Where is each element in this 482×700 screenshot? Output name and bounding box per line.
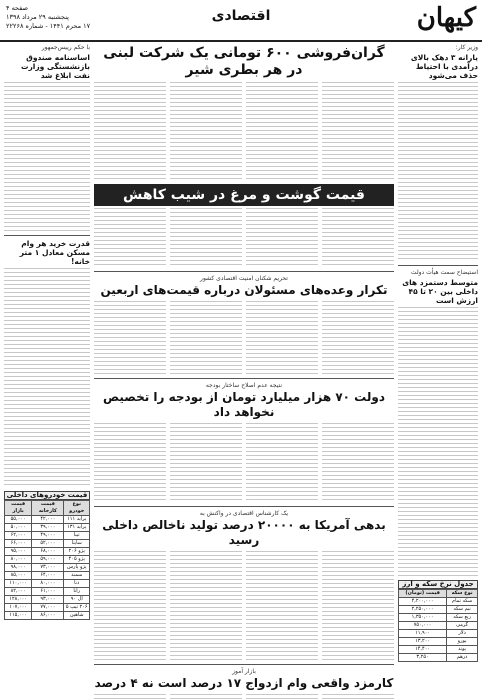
table-cell: ۳۹,۰۰۰ — [32, 524, 64, 532]
table-row — [5, 572, 90, 580]
table-cell: ۹۳,۰۰۰ — [32, 596, 64, 604]
divider — [94, 271, 394, 272]
issue-line: ۱۷ محرم ۱۴۴۱ - شماره ۲۲۲۶۸ — [6, 22, 91, 30]
article-column — [322, 208, 394, 268]
table-cell: یورو — [447, 638, 478, 646]
article-column — [322, 301, 394, 375]
table-cell: ۱۲۸,۰۰۰ — [5, 596, 32, 604]
table-row — [399, 654, 478, 662]
table-cell: درهم — [447, 654, 478, 662]
article-column — [322, 551, 394, 661]
article-column — [170, 301, 242, 375]
table-cell: ۵۹,۰۰۰ — [32, 556, 64, 564]
table-cell: ۶۴,۰۰۰ — [32, 572, 64, 580]
article-column — [322, 82, 394, 182]
table-row — [399, 646, 478, 654]
table-cell: ۶۲,۰۰۰ — [5, 532, 32, 540]
table-header: قیمت کارخانه — [32, 501, 64, 516]
article-5 — [94, 694, 394, 700]
table-cell: ۲,۲۵۰,۰۰۰ — [399, 606, 447, 614]
currency-table — [398, 589, 478, 662]
article-column — [94, 301, 166, 375]
table-cell: ۱۳,۲۰۰ — [399, 638, 447, 646]
table-row — [5, 516, 90, 524]
table-cell: ۶۱,۰۰۰ — [32, 588, 64, 596]
table-cell: پوند — [447, 646, 478, 654]
table-cell: ۷۵۰,۰۰۰ — [399, 622, 447, 630]
table-cell: دلار — [447, 630, 478, 638]
table-cell: ۹۸,۰۰۰ — [5, 564, 32, 572]
table-cell: شاهین — [64, 612, 90, 620]
table-cell: ۴۲,۰۰۰ — [32, 516, 64, 524]
table-cell: پژو ۲۰۶ — [64, 548, 90, 556]
table-row — [399, 614, 478, 622]
table-cell: ۹۵,۰۰۰ — [5, 548, 32, 556]
article-column — [94, 694, 166, 700]
table-row — [5, 524, 90, 532]
table-row — [5, 596, 90, 604]
banner-article — [94, 208, 394, 268]
table-row — [5, 612, 90, 620]
table-cell: ۶۸,۰۰۰ — [32, 548, 64, 556]
table-cell: ۸۲,۰۰۰ — [5, 588, 32, 596]
table-row — [5, 604, 90, 612]
table-row — [399, 598, 478, 606]
masthead — [0, 0, 482, 42]
table-cell: ۷۳,۰۰۰ — [32, 564, 64, 572]
headline-5: کارمزد واقعی وام ازدواج ۱۷ درصد است نه ۴ درصد — [94, 676, 394, 690]
table-row — [5, 532, 90, 540]
table-cell: نیم سکه — [447, 606, 478, 614]
table-cell: گرمی — [447, 622, 478, 630]
table-cell: ۵۲,۰۰۰ — [32, 540, 64, 548]
kicker-2: تحریم شکنان امنیت اقتصادی کشور — [200, 275, 288, 282]
lead-headline: گران‌فروشی ۶۰۰ تومانی یک شرکت لبنی در هر بطری شیر — [103, 45, 385, 78]
right-kicker: وزیر کار: — [455, 44, 478, 51]
currency-table-title: جدول نرخ سکه و ارز — [398, 580, 478, 589]
divider — [94, 664, 394, 665]
table-row — [5, 580, 90, 588]
left-kicker: با حکم رییس‌جمهور — [41, 44, 90, 51]
left-article-body-2 — [4, 268, 90, 488]
right-article-body — [398, 82, 478, 262]
right-subhead: استیضاح سمت هیأت دولت — [410, 269, 478, 276]
table-cell: ربع سکه — [447, 614, 478, 622]
table-cell: ۶۶,۰۰۰ — [5, 540, 32, 548]
article-column — [170, 423, 242, 503]
table-header: قیمت بازار — [5, 501, 32, 516]
article-column — [246, 551, 318, 661]
article-column — [170, 208, 242, 268]
article-column — [246, 423, 318, 503]
center-area — [94, 44, 394, 696]
article-column — [170, 551, 242, 661]
divider — [4, 235, 90, 236]
table-cell: دنا — [64, 580, 90, 588]
article-column — [246, 694, 318, 700]
right-column — [398, 44, 478, 696]
table-cell: پراید ۱۳۱ — [64, 524, 90, 532]
divider — [398, 265, 478, 266]
article-4 — [94, 551, 394, 661]
article-3 — [94, 423, 394, 503]
table-cell: ۱۴,۴۰۰ — [399, 646, 447, 654]
table-cell: پژو ۴۰۵ — [64, 556, 90, 564]
table-cell: ۱,۳۵۰,۰۰۰ — [399, 614, 447, 622]
right-headline-2: متوسط دستمزد های داخلی بین ۲۰ تا ۴۵ ارزش است — [402, 278, 478, 305]
table-cell: ۱۱,۹۰۰ — [399, 630, 447, 638]
table-cell: ساینا — [64, 540, 90, 548]
headline-2: تکرار وعده‌های مسئولان درباره قیمت‌های اربعین — [100, 283, 388, 297]
table-cell: تیبا — [64, 532, 90, 540]
table-cell: ۴,۲۰۰,۰۰۰ — [399, 598, 447, 606]
table-cell: ۱۱۵,۰۰۰ — [5, 612, 32, 620]
headline-3: دولت ۷۰ هزار میلیارد تومان از بودجه را تخصیص نخواهد داد — [102, 390, 386, 419]
page-label: صفحه ۴ — [6, 4, 29, 12]
left-column — [4, 44, 90, 696]
table-row — [5, 540, 90, 548]
left-headline-2: قدرت خرید هر وام مسکن معادل ۱ متر خانه! — [19, 239, 90, 266]
article-column — [94, 82, 166, 182]
article-column — [246, 82, 318, 182]
car-price-table — [4, 500, 90, 620]
kicker-3: نتیجه عدم اصلاح ساختار بودجه — [205, 382, 283, 389]
table-cell: ۳,۲۵۰ — [399, 654, 447, 662]
table-header-row — [399, 590, 478, 598]
table-row — [399, 630, 478, 638]
table-row — [5, 564, 90, 572]
article-column — [246, 208, 318, 268]
table-row — [5, 588, 90, 596]
table-row — [399, 606, 478, 614]
section-name: اقتصادی — [211, 8, 271, 24]
table-cell: ۲۰۶ تیپ ۵ — [65, 604, 88, 610]
table-cell: سمند — [64, 572, 90, 580]
kicker-4: یک کارشناس اقتصادی در واکنش به — [199, 510, 289, 517]
table-cell: ۸۶,۰۰۰ — [32, 612, 64, 620]
table-cell: رانا — [64, 588, 90, 596]
table-cell: ۴۹,۰۰۰ — [32, 532, 64, 540]
article-column — [94, 208, 166, 268]
table-cell: ۵۰,۰۰۰ — [5, 524, 32, 532]
lead-article — [94, 82, 394, 182]
table-cell: ال ۹۰ — [64, 596, 90, 604]
car-table-title: قیمت خودروهای داخلی — [4, 491, 90, 500]
article-column — [246, 301, 318, 375]
table-cell: پراید ۱۱۱ — [64, 516, 90, 524]
divider — [94, 378, 394, 379]
right-headline: یارانه ۳ دهک بالای درآمدی با احتیاط حذف می‌شود — [410, 53, 478, 80]
date-line: پنجشنبه ۲۹ مرداد ۱۳۹۸ — [6, 13, 69, 21]
table-cell: ۸۰,۰۰۰ — [5, 556, 32, 564]
kicker-5: بازار آموز — [232, 668, 256, 675]
table-cell: ۷۷,۰۰۰ — [32, 604, 64, 612]
left-article-body — [4, 82, 90, 232]
table-row — [399, 622, 478, 630]
table-cell: پژو پارس — [64, 564, 90, 572]
table-cell: ۱۰۷,۰۰۰ — [5, 604, 32, 612]
article-2 — [94, 301, 394, 375]
banner-headline: قیمت گوشت و مرغ در شیب کاهش — [94, 184, 394, 206]
left-headline: اساسنامه صندوق بازنشستگی وزارت نفت ابلاغ شد — [20, 53, 90, 80]
logo-text: کیهان — [416, 3, 476, 33]
table-cell: ۸۰,۰۰۰ — [32, 580, 64, 588]
article-column — [170, 694, 242, 700]
table-cell: ۵۵,۰۰۰ — [5, 516, 32, 524]
table-cell: سکه تمام — [447, 598, 478, 606]
article-column — [94, 423, 166, 503]
table-header: قیمت (تومان) — [399, 590, 447, 598]
table-header: نوع خودرو — [64, 501, 90, 516]
divider — [94, 506, 394, 507]
table-cell: ۸۵,۰۰۰ — [5, 572, 32, 580]
table-cell: ۱۱۰,۰۰۰ — [5, 580, 32, 588]
dateline — [6, 4, 90, 31]
article-column — [170, 82, 242, 182]
table-row — [399, 638, 478, 646]
right-article-body-2 — [398, 307, 478, 577]
table-header: نوع سکه — [447, 590, 478, 598]
table-row — [5, 556, 90, 564]
article-column — [322, 423, 394, 503]
article-column — [94, 551, 166, 661]
table-header-row — [5, 501, 90, 516]
table-row — [5, 548, 90, 556]
headline-4: بدهی آمریکا به ۲۰۰۰۰ درصد تولید ناخالص داخلی رسید — [102, 518, 386, 547]
article-column — [322, 694, 394, 700]
